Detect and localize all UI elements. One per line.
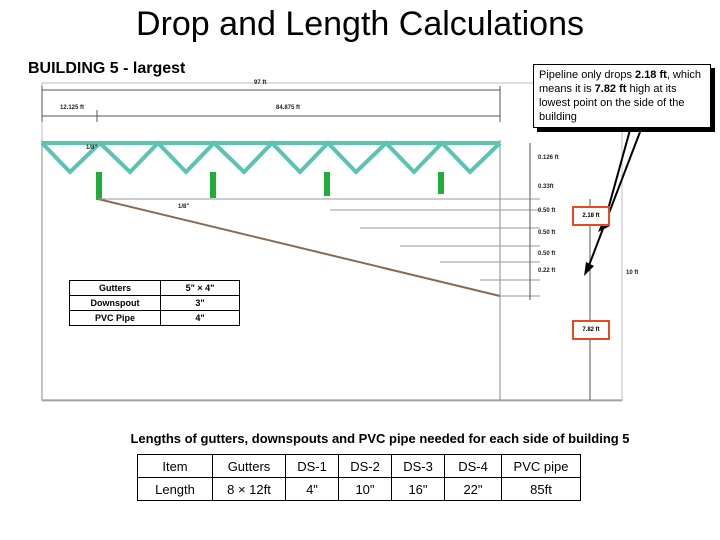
building-subtitle: BUILDING 5 - largest [28, 60, 186, 77]
table-header: DS-3 [392, 455, 445, 478]
table-header: DS-2 [339, 455, 392, 478]
segment-label-4: 0.50 ft [538, 230, 556, 236]
table-cell: Length [138, 478, 213, 501]
table-row [138, 478, 581, 501]
table-cell: 22" [445, 478, 502, 501]
diagram-frame [42, 83, 622, 401]
table-cell: 4" [286, 478, 339, 501]
table-header-row [138, 455, 581, 478]
callout-height-value: 7.82 ft [594, 83, 627, 95]
table-cell: 10" [339, 478, 392, 501]
callout-prefix: Pipeline only drops [539, 69, 636, 81]
wall-height-label: 10 ft [626, 270, 639, 276]
table-header: DS-1 [286, 455, 339, 478]
legend-value: 4" [161, 311, 240, 326]
low-height-box: 7.82 ft [572, 320, 610, 340]
drop-callout [533, 64, 711, 128]
dim-overall-label: 97 ft [254, 80, 267, 86]
lengths-caption: Lengths of gutters, downspouts and PVC pipe needed for each side of building 5 [130, 431, 630, 446]
truss-columns [96, 172, 444, 200]
legend-item: PVC Pipe [70, 311, 161, 326]
dim-left-span-label: 12.125 ft [60, 105, 85, 111]
pipe-slope-label: 1/8" [178, 204, 190, 210]
table-cell: 16" [392, 478, 445, 501]
legend-value: 3" [161, 296, 240, 311]
roof-truss [42, 143, 500, 172]
table-header: Gutters [213, 455, 286, 478]
table-cell: 8 × 12ft [213, 478, 286, 501]
table-header: DS-4 [445, 455, 502, 478]
legend-item: Downspout [70, 296, 161, 311]
segment-label-5: 0.50 ft [538, 251, 556, 257]
callout-mid: , which means it is [539, 69, 702, 95]
legend-row [70, 311, 240, 326]
legend-item: Gutters [70, 281, 161, 296]
segment-label-6: 0.22 ft [538, 268, 556, 274]
table-cell: 85ft [502, 478, 581, 501]
callout-arrow-height [588, 132, 640, 268]
callout-suffix: high at its lowest point on the side of the building [539, 83, 685, 123]
legend-value: 5" × 4" [161, 281, 240, 296]
table-header: PVC pipe [502, 455, 581, 478]
dim-main-span-label: 84.875 ft [276, 105, 301, 111]
legend-row [70, 281, 240, 296]
page-title: Drop and Length Calculations [136, 5, 584, 43]
segment-label-1: 0.126 ft [538, 155, 559, 161]
pipe-size-legend [69, 280, 240, 326]
callout-drop-value: 2.18 ft [635, 69, 667, 81]
legend-row [70, 296, 240, 311]
segment-label-3: 0.50 ft [538, 208, 556, 214]
roof-slope-label: 1/8" [86, 145, 98, 151]
callout-arrowhead-height [584, 262, 594, 276]
table-header: Item [138, 455, 213, 478]
lengths-table [137, 454, 581, 501]
segment-label-2: 0.33ft [538, 184, 554, 190]
total-drop-box: 2.18 ft [572, 206, 610, 226]
